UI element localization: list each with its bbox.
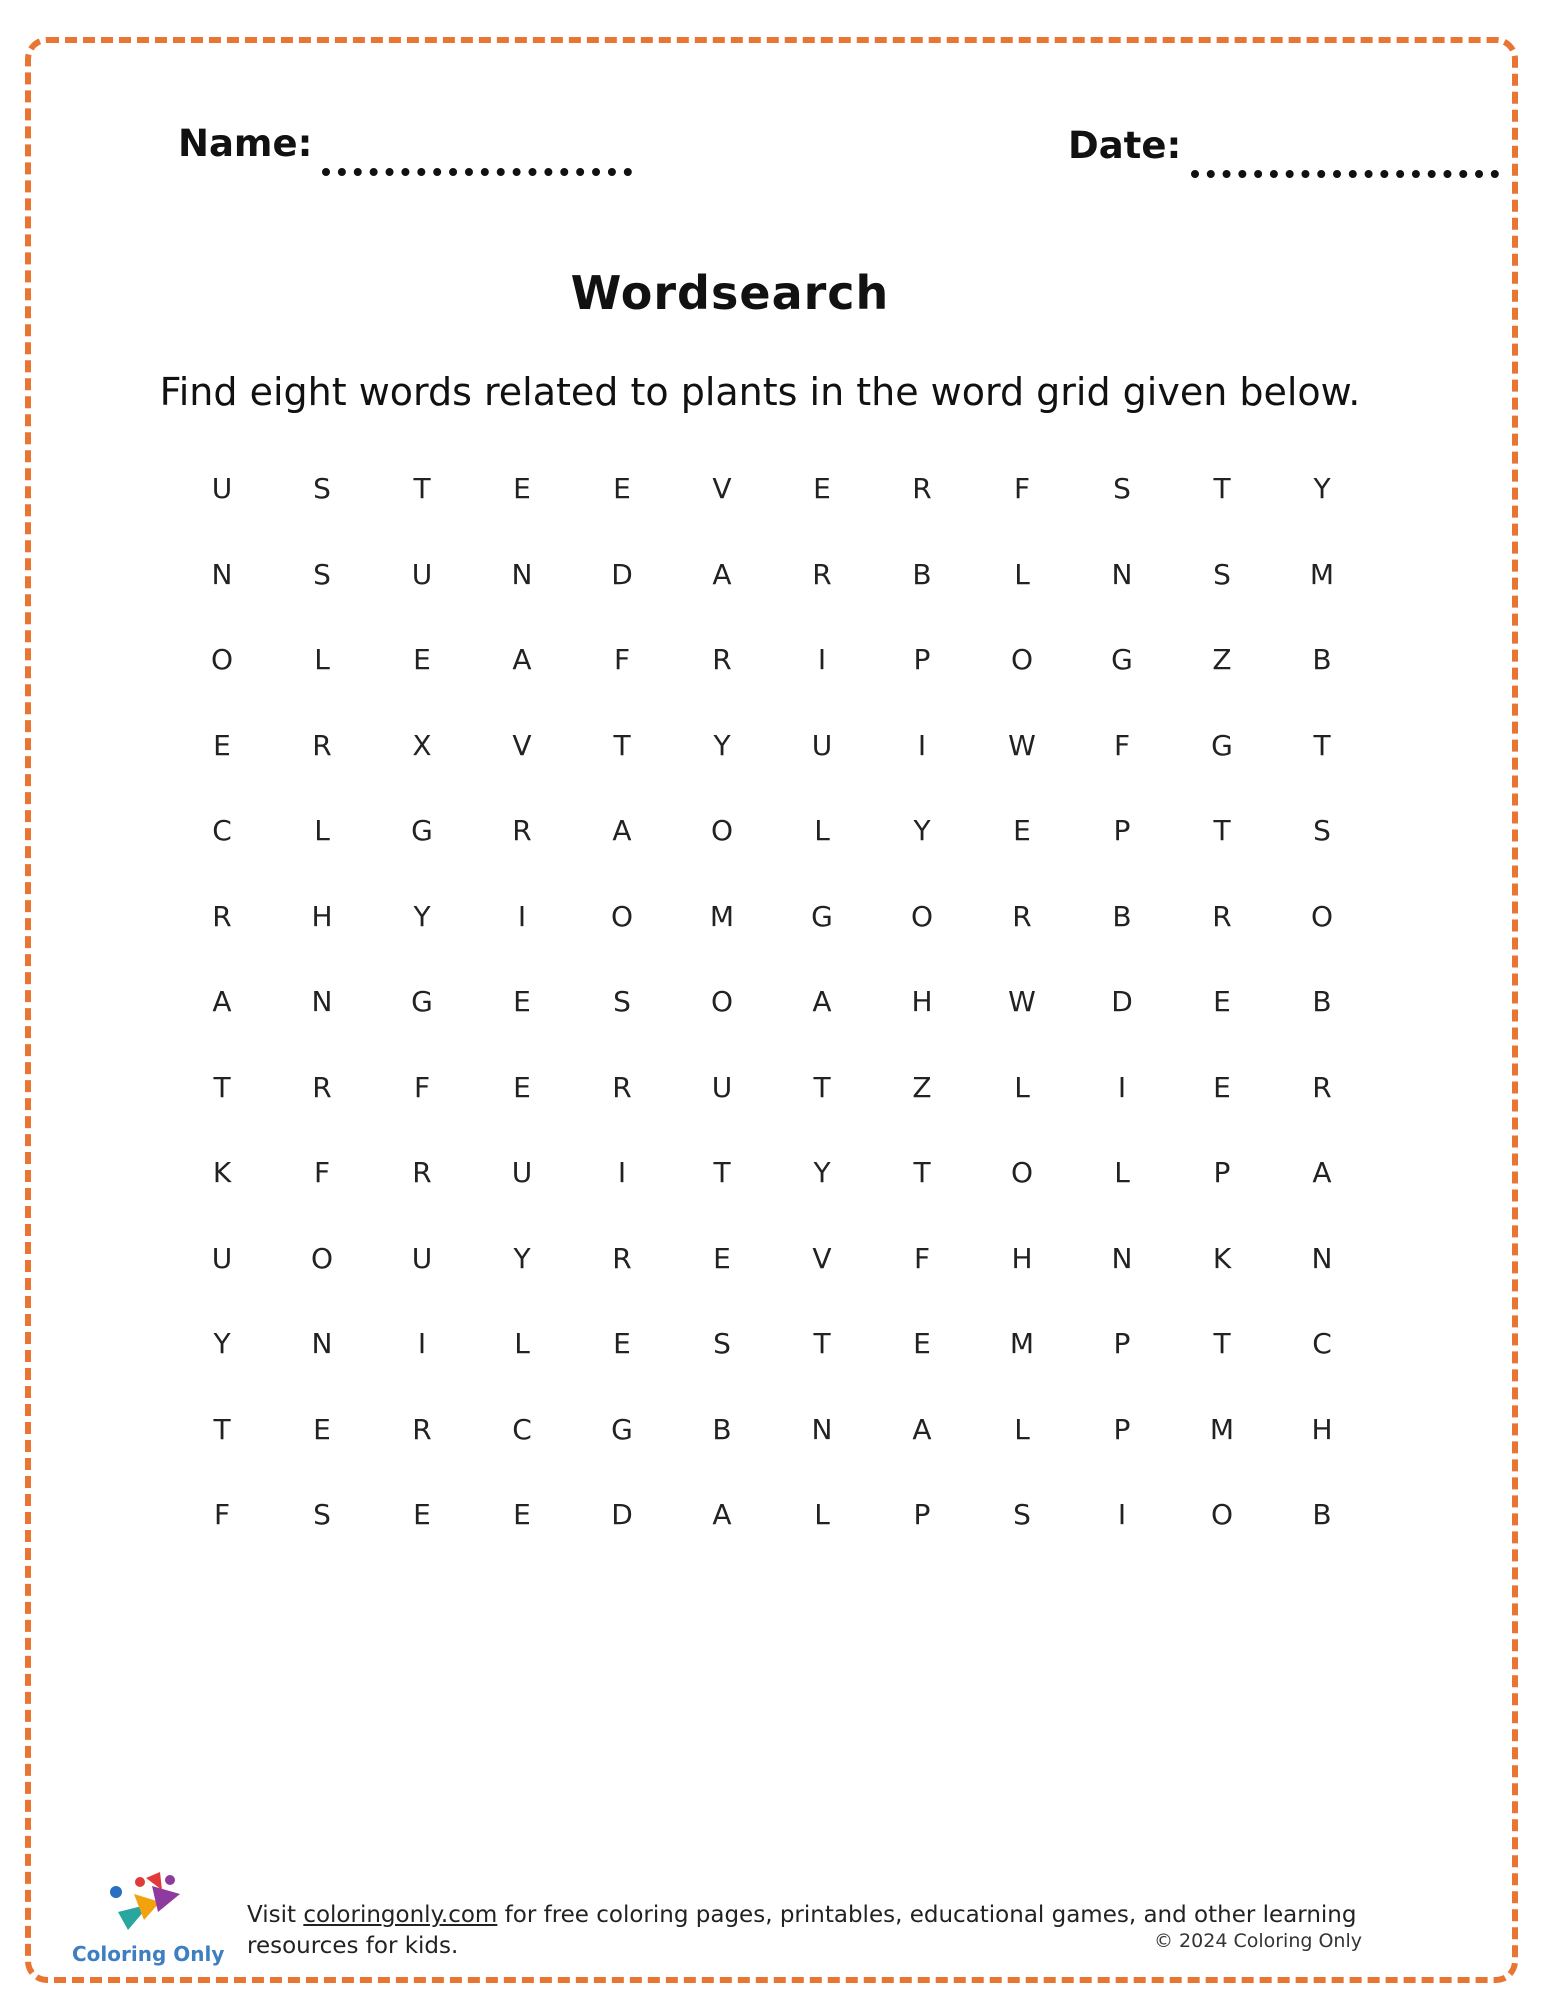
grid-letter: E <box>513 1070 531 1104</box>
grid-letter: O <box>710 985 734 1018</box>
grid-letter: E <box>613 1327 631 1360</box>
grid-letter: G <box>1211 728 1233 762</box>
grid-letter: W <box>1008 985 1036 1018</box>
grid-letter: Z <box>912 1070 932 1104</box>
grid-letter: S <box>313 1498 331 1531</box>
date-label: Date: <box>1068 124 1182 167</box>
grid-letter: E <box>1213 985 1231 1018</box>
grid-letter: L <box>514 1327 530 1360</box>
grid-letter: I <box>917 728 927 762</box>
grid-letter: S <box>313 557 331 591</box>
grid-letter: R <box>1312 1070 1332 1104</box>
grid-letter: L <box>314 643 330 676</box>
grid-letter: A <box>912 1412 932 1446</box>
grid-letter: S <box>1013 1498 1031 1531</box>
grid-letter: I <box>817 643 827 676</box>
name-label: Name: <box>178 122 313 165</box>
grid-letter: I <box>1117 1498 1127 1531</box>
grid-letter: R <box>812 557 832 591</box>
grid-letter: U <box>411 1241 433 1275</box>
grid-letter: E <box>1013 814 1031 847</box>
grid-letter: Y <box>413 899 431 933</box>
grid-letter: L <box>1114 1156 1130 1189</box>
grid-letter: F <box>1013 472 1031 505</box>
grid-letter: T <box>413 472 431 505</box>
grid-letter: A <box>1312 1156 1332 1189</box>
grid-letter: N <box>1111 1241 1133 1275</box>
grid-letter: B <box>1112 899 1132 933</box>
grid-letter: U <box>211 472 233 505</box>
grid-letter: Y <box>813 1156 831 1189</box>
grid-letter: E <box>513 1498 531 1531</box>
grid-letter: F <box>1113 728 1131 762</box>
grid-letter: H <box>1011 1241 1033 1275</box>
grid-letter: P <box>1113 1327 1131 1360</box>
grid-letter: M <box>709 899 735 933</box>
grid-letter: I <box>617 1156 627 1189</box>
grid-letter: E <box>213 728 231 762</box>
grid-letter: N <box>1311 1241 1333 1275</box>
grid-letter: P <box>913 1498 931 1531</box>
word-grid <box>172 465 1372 1577</box>
grid-letter: N <box>811 1412 833 1446</box>
instruction-text: Find eight words related to plants in the word grid given below. <box>159 370 1361 414</box>
grid-letter: M <box>1309 557 1335 591</box>
grid-letter: T <box>213 1070 231 1104</box>
grid-letter: R <box>312 728 332 762</box>
grid-letter: I <box>517 899 527 933</box>
grid-letter: A <box>712 557 732 591</box>
grid-letter: U <box>211 1241 233 1275</box>
grid-letter: S <box>313 472 331 505</box>
grid-letter: S <box>1313 814 1331 847</box>
grid-letter: N <box>511 557 533 591</box>
grid-letter: R <box>912 472 932 505</box>
grid-letter: R <box>1212 899 1232 933</box>
grid-letter: B <box>1312 643 1332 676</box>
grid-letter: H <box>1311 1412 1333 1446</box>
grid-letter: A <box>612 814 632 847</box>
grid-letter: D <box>611 1498 633 1531</box>
footer-suffix: for free coloring pages, printables, educational games, and other learning resources for kids. <box>247 1902 1357 1959</box>
grid-letter: Y <box>213 1327 231 1360</box>
grid-letter: L <box>814 1498 830 1531</box>
grid-letter: L <box>814 814 830 847</box>
grid-letter: C <box>512 1412 532 1446</box>
grid-letter: M <box>1009 1327 1035 1360</box>
grid-letter: T <box>713 1156 731 1189</box>
grid-letter: G <box>411 814 433 847</box>
grid-letter: O <box>710 814 734 847</box>
logo-text: Coloring Only <box>72 1942 225 1966</box>
grid-letter: D <box>1111 985 1133 1018</box>
grid-letter: O <box>1310 899 1334 933</box>
date-blank-line <box>1191 170 1499 178</box>
grid-letter: A <box>712 1498 732 1531</box>
grid-letter: O <box>210 643 234 676</box>
grid-letter: P <box>1113 1412 1131 1446</box>
grid-letter: O <box>1010 1156 1034 1189</box>
grid-letter: B <box>1312 1498 1332 1531</box>
grid-letter: F <box>213 1498 231 1531</box>
grid-letter: T <box>813 1070 831 1104</box>
grid-letter: E <box>513 472 531 505</box>
grid-letter: S <box>1213 557 1231 591</box>
grid-letter: H <box>911 985 933 1018</box>
grid-letter: L <box>1014 1070 1030 1104</box>
grid-letter: G <box>611 1412 633 1446</box>
grid-letter: T <box>213 1412 231 1446</box>
grid-letter: R <box>512 814 532 847</box>
grid-letter: R <box>412 1156 432 1189</box>
footer-link[interactable]: coloringonly.com <box>303 1902 498 1928</box>
grid-letter: Y <box>913 814 931 847</box>
grid-letter: O <box>1010 643 1034 676</box>
coloring-only-logo <box>70 1872 225 1972</box>
grid-letter: R <box>1012 899 1032 933</box>
grid-letter: I <box>417 1327 427 1360</box>
grid-letter: E <box>513 985 531 1018</box>
grid-letter: T <box>1213 814 1231 847</box>
stars-people-icon <box>100 1872 190 1937</box>
grid-letter: C <box>1312 1327 1332 1360</box>
grid-letter: R <box>412 1412 432 1446</box>
grid-letter: G <box>1111 643 1133 676</box>
grid-letter: L <box>1014 1412 1030 1446</box>
grid-letter: D <box>611 557 633 591</box>
grid-letter: E <box>413 643 431 676</box>
grid-letter: P <box>1213 1156 1231 1189</box>
name-field <box>178 122 632 165</box>
grid-letter: U <box>711 1070 733 1104</box>
grid-letter: E <box>813 472 831 505</box>
grid-letter: A <box>212 985 232 1018</box>
grid-letter: U <box>411 557 433 591</box>
grid-letter: T <box>613 728 631 762</box>
grid-letter: E <box>913 1327 931 1360</box>
grid-letter: C <box>212 814 232 847</box>
grid-letter: F <box>613 643 631 676</box>
name-blank-line <box>322 168 632 176</box>
grid-letter: F <box>413 1070 431 1104</box>
grid-letter: R <box>612 1070 632 1104</box>
grid-letter: T <box>1213 1327 1231 1360</box>
grid-letter: H <box>311 899 333 933</box>
grid-letter: O <box>1210 1498 1234 1531</box>
page-title: Wordsearch <box>570 266 890 320</box>
grid-letter: P <box>1113 814 1131 847</box>
grid-letter: T <box>1313 728 1331 762</box>
grid-letter: I <box>1117 1070 1127 1104</box>
grid-letter: P <box>913 643 931 676</box>
date-field <box>1068 124 1499 167</box>
grid-letter: T <box>913 1156 931 1189</box>
grid-letter: S <box>1113 472 1131 505</box>
grid-letter: U <box>811 728 833 762</box>
grid-letter: S <box>713 1327 731 1360</box>
grid-letter: F <box>913 1241 931 1275</box>
grid-letter: U <box>511 1156 533 1189</box>
grid-letter: K <box>212 1156 232 1189</box>
grid-letter: V <box>812 1241 832 1275</box>
grid-letter: F <box>313 1156 331 1189</box>
grid-letter: E <box>613 472 631 505</box>
grid-letter: E <box>313 1412 331 1446</box>
grid-letter: G <box>811 899 833 933</box>
grid-letter: E <box>413 1498 431 1531</box>
grid-letter: K <box>1212 1241 1232 1275</box>
grid-letter: A <box>512 643 532 676</box>
grid-letter: Z <box>1212 643 1232 676</box>
grid-letter: B <box>912 557 932 591</box>
grid-letter: Y <box>1313 472 1331 505</box>
footer-prefix: Visit <box>247 1902 304 1928</box>
grid-letter: E <box>713 1241 731 1275</box>
grid-letter: N <box>211 557 233 591</box>
grid-letter: R <box>612 1241 632 1275</box>
grid-letter: O <box>310 1241 334 1275</box>
grid-letter: O <box>610 899 634 933</box>
grid-letter: L <box>1014 557 1030 591</box>
grid-letter: V <box>512 728 532 762</box>
grid-letter: R <box>712 643 732 676</box>
grid-letter: E <box>1213 1070 1231 1104</box>
grid-letter: M <box>1209 1412 1235 1446</box>
grid-letter: T <box>1213 472 1231 505</box>
grid-letter: R <box>212 899 232 933</box>
grid-letter: N <box>311 1327 333 1360</box>
grid-letter: W <box>1008 728 1036 762</box>
grid-letter: S <box>613 985 631 1018</box>
grid-letter: N <box>311 985 333 1018</box>
copyright-text: © 2024 Coloring Only <box>1154 1930 1362 1952</box>
grid-letter: B <box>712 1412 732 1446</box>
grid-letter: L <box>314 814 330 847</box>
grid-letter: O <box>910 899 934 933</box>
grid-letter: G <box>411 985 433 1018</box>
grid-letter: T <box>813 1327 831 1360</box>
grid-letter: B <box>1312 985 1332 1018</box>
grid-letter: R <box>312 1070 332 1104</box>
grid-letter: A <box>812 985 832 1018</box>
grid-letter: N <box>1111 557 1133 591</box>
grid-letter: X <box>412 728 432 762</box>
grid-letter: Y <box>513 1241 531 1275</box>
grid-letter: Y <box>713 728 731 762</box>
grid-letter: V <box>712 472 732 505</box>
